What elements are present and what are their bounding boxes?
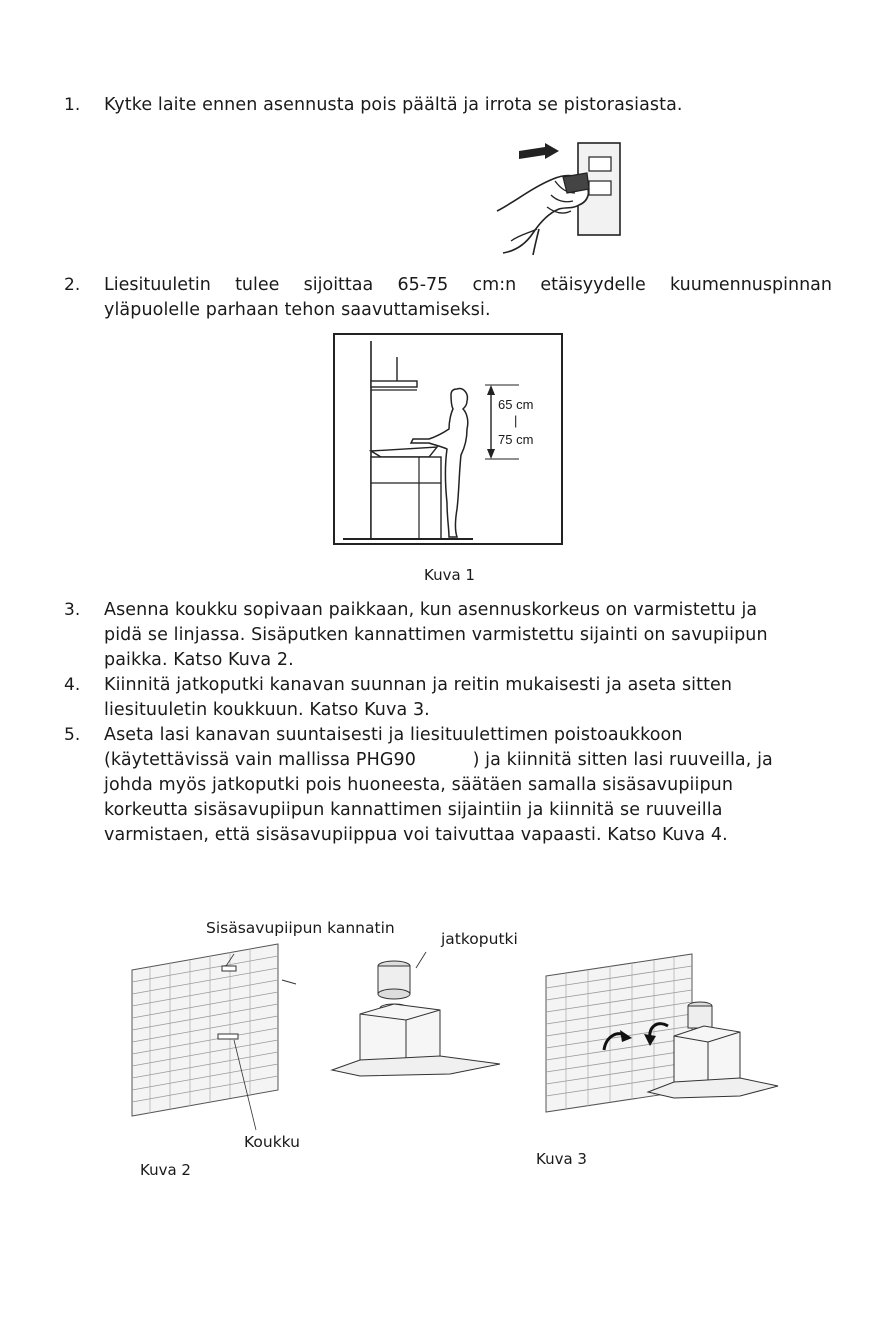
step-1-number: 1. (64, 95, 81, 115)
step-4-text-line-2: liesituuletin koukkuun. Katso Kuva 3. (104, 700, 430, 720)
figure-3-caption: Kuva 3 (536, 1150, 587, 1168)
step-3-number: 3. (64, 600, 81, 620)
step-2-text-line-1: Liesituuletin tulee sijoittaa 65-75 cm:n etäisyydelle kuumennuspinnan (104, 275, 832, 295)
unplug-illustration (493, 137, 628, 257)
step-1-text-line-1: Kytke laite ennen asennusta pois päältä ja irrota se pistorasiasta. (104, 95, 683, 115)
figure-2-label-hook: Koukku (244, 1133, 300, 1151)
step-3-text-line-2: pidä se linjassa. Sisäputken kannattimen varmistettu sijainti on savupiipun (104, 625, 768, 645)
step-4-text-line-1: Kiinnitä jatkoputki kanavan suunnan ja reitin mukaisesti ja aseta sitten (104, 675, 733, 695)
figure-2-wall-illustration (130, 940, 305, 1120)
figure-2-label-pipe: jatkoputki (441, 930, 518, 948)
figure-2-caption: Kuva 2 (140, 1161, 191, 1179)
step-3-text-line-3: paikka. Katso Kuva 2. (104, 650, 294, 670)
figure-2-hood-illustration (330, 950, 530, 1070)
step-2-text-line-2: yläpuolelle parhaan tehon saavuttamiseksi. (104, 300, 491, 320)
figure-1-label-separator: | (514, 413, 518, 428)
step-5-number: 5. (64, 725, 81, 745)
step-2-number: 2. (64, 275, 81, 295)
step-5-text-line-4: korkeutta sisäsavupiipun kannattimen sijaintiin ja kiinnitä se ruuveilla (104, 800, 723, 820)
step-3-text-line-1: Asenna koukku sopivaan paikkaan, kun asennuskorkeus on varmistettu ja (104, 600, 758, 620)
figure-1-caption: Kuva 1 (424, 566, 475, 584)
figure-2-label-bracket: Sisäsavupiipun kannatin (206, 919, 395, 937)
figure-1-label-65cm: 65 cm (498, 397, 534, 412)
step-5-text-line-5: varmistaen, että sisäsavupiippua voi taivuttaa vapaasti. Katso Kuva 4. (104, 825, 728, 845)
figure-3-hood-on-wall-illustration (544, 950, 779, 1120)
step-4-number: 4. (64, 675, 81, 695)
step-5-text-line-3: johda myös jatkoputki pois huoneesta, säätäen samalla sisäsavupiipun (104, 775, 734, 795)
step-5-text-line-1: Aseta lasi kanavan suuntaisesti ja liesituulettimen poistoaukkoon (104, 725, 683, 745)
step-5-text-line-2: (käytettävissä vain mallissa PHG90 ) ja kiinnitä sitten lasi ruuveilla, ja (104, 750, 773, 770)
figure-1-label-75cm: 75 cm (498, 432, 534, 447)
